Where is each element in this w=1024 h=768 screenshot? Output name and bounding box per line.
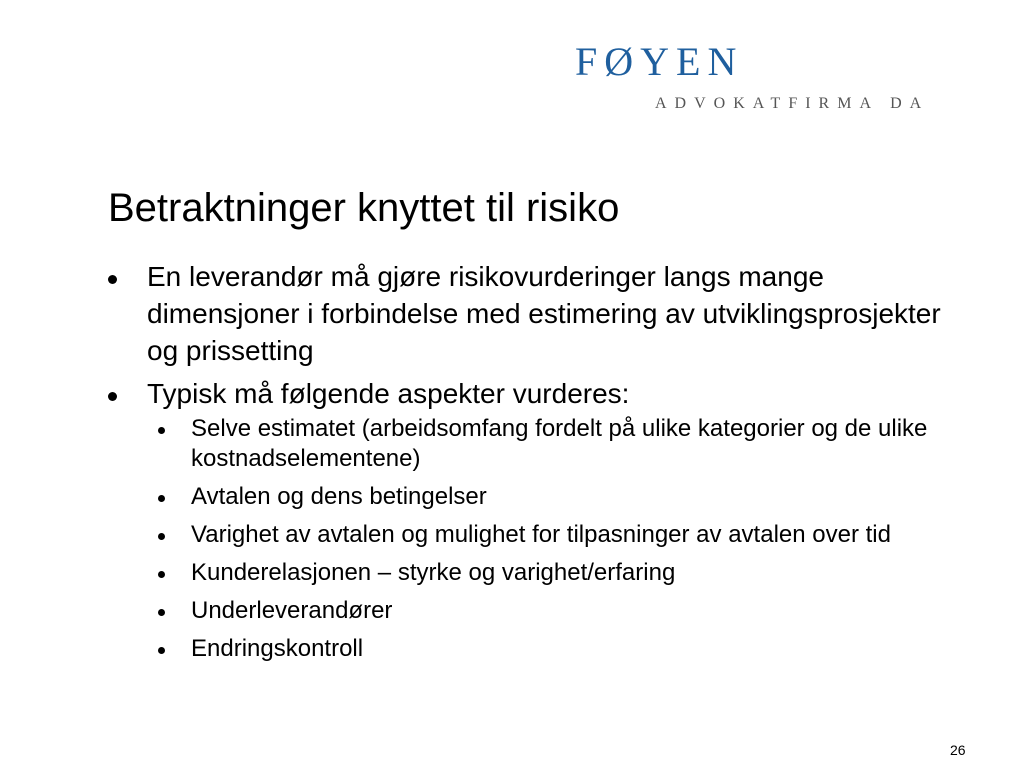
sub-bullet-icon — [158, 647, 165, 654]
sub-bullet-item — [147, 482, 948, 512]
logo-subtitle: ADVOKATFIRMA DA — [655, 95, 930, 112]
sub-bullet-icon — [158, 427, 165, 434]
sub-bullet-text: Endringskontroll — [191, 635, 364, 662]
sub-bullet-list — [147, 414, 948, 664]
sub-bullet-item — [147, 634, 948, 664]
page-number: 26 — [950, 742, 966, 758]
sub-bullet-text: Underleverandører — [191, 597, 393, 624]
bullet-text: Typisk må følgende aspekter vurderes: — [147, 378, 630, 409]
sub-bullet-item — [147, 596, 948, 626]
sub-bullet-text: Selve estimatet (arbeidsomfang fordelt på ulike kategorier og de ulike kostnadselementene) — [191, 415, 928, 472]
bullet-item — [108, 258, 948, 369]
sub-bullet-item — [147, 558, 948, 588]
bullet-icon — [108, 275, 117, 284]
bullet-icon — [108, 392, 117, 401]
sub-bullet-text: Avtalen og dens betingelser — [191, 483, 487, 510]
firm-logo — [575, 40, 1015, 120]
bullet-item — [108, 375, 948, 664]
logo-name: FØYEN — [575, 39, 744, 84]
sub-bullet-icon — [158, 533, 165, 540]
sub-bullet-icon — [158, 571, 165, 578]
sub-bullet-text: Kunderelasjonen – styrke og varighet/erfaring — [191, 559, 676, 586]
sub-bullet-text: Varighet av avtalen og mulighet for tilpasninger av avtalen over tid — [191, 521, 891, 548]
sub-bullet-item — [147, 520, 948, 550]
sub-bullet-item — [147, 414, 948, 474]
sub-bullet-icon — [158, 495, 165, 502]
slide-title: Betraktninger knyttet til risiko — [108, 186, 620, 230]
bullet-list — [108, 258, 948, 672]
bullet-text: En leverandør må gjøre risikovurderinger langs mange dimensjoner i forbindelse med estimering av utviklingsprosjekter og prissetting — [147, 261, 941, 366]
sub-bullet-icon — [158, 609, 165, 616]
